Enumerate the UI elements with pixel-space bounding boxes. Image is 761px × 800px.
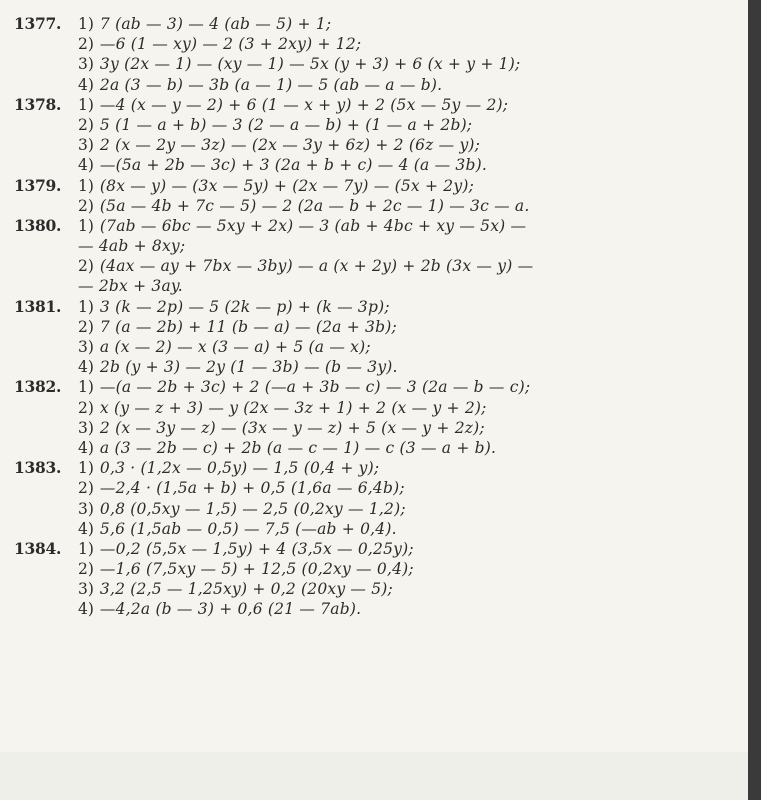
expression-text: (8x — y) — (3x — 5y) + (2x — 7y) — (5x + 2y);: [99, 176, 474, 195]
exercise-number: 1380.: [14, 215, 62, 235]
expression-text: 3,2 (2,5 — 1,25xy) + 0,2 (20xy — 5);: [99, 580, 393, 599]
item-index: 2): [78, 257, 94, 276]
exercise-item: [14, 95, 739, 115]
expression-text: 7 (a — 2b) + 11 (b — a) — (2a + 3b);: [99, 317, 397, 336]
expression-text: 7 (ab — 3) — 4 (ab — 5) + 1;: [99, 15, 332, 33]
item-index: 4): [78, 519, 94, 538]
exercise-item: [14, 155, 739, 175]
exercise-item: [14, 357, 739, 377]
exercise-item: [14, 579, 739, 599]
exercise-item: [14, 54, 739, 74]
exercise-item-continuation: [14, 276, 739, 296]
item-index: 2): [78, 196, 94, 215]
item-index: 1): [78, 95, 94, 114]
exercise-1383: [14, 458, 739, 539]
expression-text: 2 (x — 3y — z) — (3x — y — z) + 5 (x — y + 2z);: [99, 418, 485, 437]
expression-text: 2a (3 — b) — 3b (a — 1) — 5 (ab — a — b).: [99, 75, 443, 94]
item-index: 4): [78, 358, 94, 377]
exercise-number: 1377.: [14, 14, 62, 33]
exercise-1379: [14, 176, 739, 216]
expression-text: 2 (x — 2y — 3z) — (2x — 3y + 6z) + 2 (6z — y);: [99, 136, 481, 155]
item-index: 3): [78, 418, 94, 437]
item-index: 2): [78, 317, 94, 336]
item-index: 4): [78, 156, 94, 175]
exercise-number: 1384.: [14, 538, 62, 558]
item-index: 1): [78, 176, 94, 195]
expression-text: (7ab — 6bc — 5xy + 2x) — 3 (ab + 4bc + xy — 5x) —: [99, 216, 527, 235]
expression-text: a (3 — 2b — c) + 2b (a — c — 1) — c (3 — a + b).: [99, 438, 497, 457]
item-index: 4): [78, 75, 94, 94]
exercise-item: [14, 34, 739, 54]
expression-text: (4ax — ay + 7bx — 3by) — a (x + 2y) + 2b (3x — y) —: [99, 257, 534, 276]
expression-text: —(5a + 2b — 3c) + 3 (2a + b + c) — 4 (a — 3b).: [99, 156, 487, 175]
exercise-item: [14, 196, 739, 216]
expression-text: 0,8 (0,5xy — 1,5) — 2,5 (0,2xy — 1,2);: [99, 499, 406, 518]
exercise-item: [14, 135, 739, 155]
exercise-item: [14, 75, 739, 95]
item-index: 3): [78, 55, 94, 74]
exercise-list: [14, 14, 739, 620]
item-index: 4): [78, 600, 94, 619]
item-index: 2): [78, 115, 94, 134]
exercise-number: 1379.: [14, 175, 62, 195]
exercise-item: [14, 14, 739, 34]
exercise-item: [14, 458, 739, 478]
page-bottom-margin: [0, 752, 748, 800]
exercise-number: 1378.: [14, 94, 62, 114]
expression-text: —0,2 (5,5x — 1,5y) + 4 (3,5x — 0,25y);: [99, 539, 414, 558]
expression-text: —4 (x — y — 2) + 6 (1 — x + y) + 2 (5x — 5y — 2);: [99, 95, 509, 114]
exercise-1377: [14, 14, 739, 95]
expression-text: 5,6 (1,5ab — 0,5) — 7,5 (—ab + 0,4).: [99, 519, 397, 538]
exercise-item: [14, 317, 739, 337]
item-index: 1): [78, 297, 94, 316]
exercise-item-continuation: [14, 236, 739, 256]
exercise-item: [14, 418, 739, 438]
exercise-1382: [14, 377, 739, 458]
exercise-item: [14, 438, 739, 458]
expression-text: 5 (1 — a + b) — 3 (2 — a — b) + (1 — a + 2b);: [99, 115, 473, 134]
exercise-1381: [14, 297, 739, 378]
exercise-item: [14, 115, 739, 135]
expression-text: a (x — 2) — x (3 — a) + 5 (a — x);: [99, 338, 371, 356]
exercise-item: [14, 216, 739, 236]
exercise-item: [14, 337, 739, 357]
item-index: 2): [78, 560, 94, 579]
item-index: 2): [78, 398, 94, 417]
expression-text: 0,3 · (1,2x — 0,5y) — 1,5 (0,4 + y);: [99, 459, 380, 478]
expression-text: —1,6 (7,5xy — 5) + 12,5 (0,2xy — 0,4);: [99, 560, 414, 579]
item-index: 2): [78, 479, 94, 498]
expression-text: —6 (1 — xy) — 2 (3 + 2xy) + 12;: [99, 35, 362, 54]
page-edge-strip: [748, 0, 761, 800]
exercise-item: [14, 398, 739, 418]
exercise-item: [14, 478, 739, 498]
exercise-1378: [14, 95, 739, 176]
exercise-number: 1382.: [14, 377, 62, 397]
expression-text: —2,4 · (1,5a + b) + 0,5 (1,6a — 6,4b);: [99, 479, 405, 498]
exercise-item: [14, 297, 739, 317]
item-index: 3): [78, 338, 94, 356]
item-index: 1): [78, 539, 94, 558]
item-index: 3): [78, 136, 94, 155]
item-index: 3): [78, 499, 94, 518]
exercise-number: 1383.: [14, 458, 62, 478]
exercise-item: [14, 176, 739, 196]
expression-text: (5a — 4b + 7c — 5) — 2 (2a — b + 2c — 1) — 3c — a.: [99, 196, 530, 215]
expression-text: — 4ab + 8xy;: [78, 237, 186, 256]
expression-text: 3y (2x — 1) — (xy — 1) — 5x (y + 3) + 6 (x + y + 1);: [99, 55, 521, 74]
item-index: 1): [78, 15, 94, 33]
expression-text: — 2bx + 3ay.: [78, 277, 183, 296]
exercise-1380: [14, 216, 739, 297]
exercise-number: 1381.: [14, 296, 62, 316]
exercise-item: [14, 256, 739, 276]
exercise-item: [14, 519, 739, 539]
item-index: 1): [78, 378, 94, 397]
item-index: 1): [78, 216, 94, 235]
exercise-item: [14, 377, 739, 397]
expression-text: 3 (k — 2p) — 5 (2k — p) + (k — 3p);: [99, 297, 390, 316]
item-index: 1): [78, 459, 94, 478]
exercise-item: [14, 499, 739, 519]
exercise-item: [14, 539, 739, 559]
exercise-item: [14, 599, 739, 619]
item-index: 3): [78, 580, 94, 599]
expression-text: —(a — 2b + 3c) + 2 (—a + 3b — c) — 3 (2a — b — c);: [99, 378, 531, 397]
expression-text: x (y — z + 3) — y (2x — 3z + 1) + 2 (x — y + 2);: [99, 398, 487, 417]
item-index: 4): [78, 438, 94, 457]
expression-text: —4,2a (b — 3) + 0,6 (21 — 7ab).: [99, 600, 362, 619]
exercise-item: [14, 559, 739, 579]
item-index: 2): [78, 35, 94, 54]
exercise-1384: [14, 539, 739, 620]
expression-text: 2b (y + 3) — 2y (1 — 3b) — (b — 3y).: [99, 358, 398, 377]
